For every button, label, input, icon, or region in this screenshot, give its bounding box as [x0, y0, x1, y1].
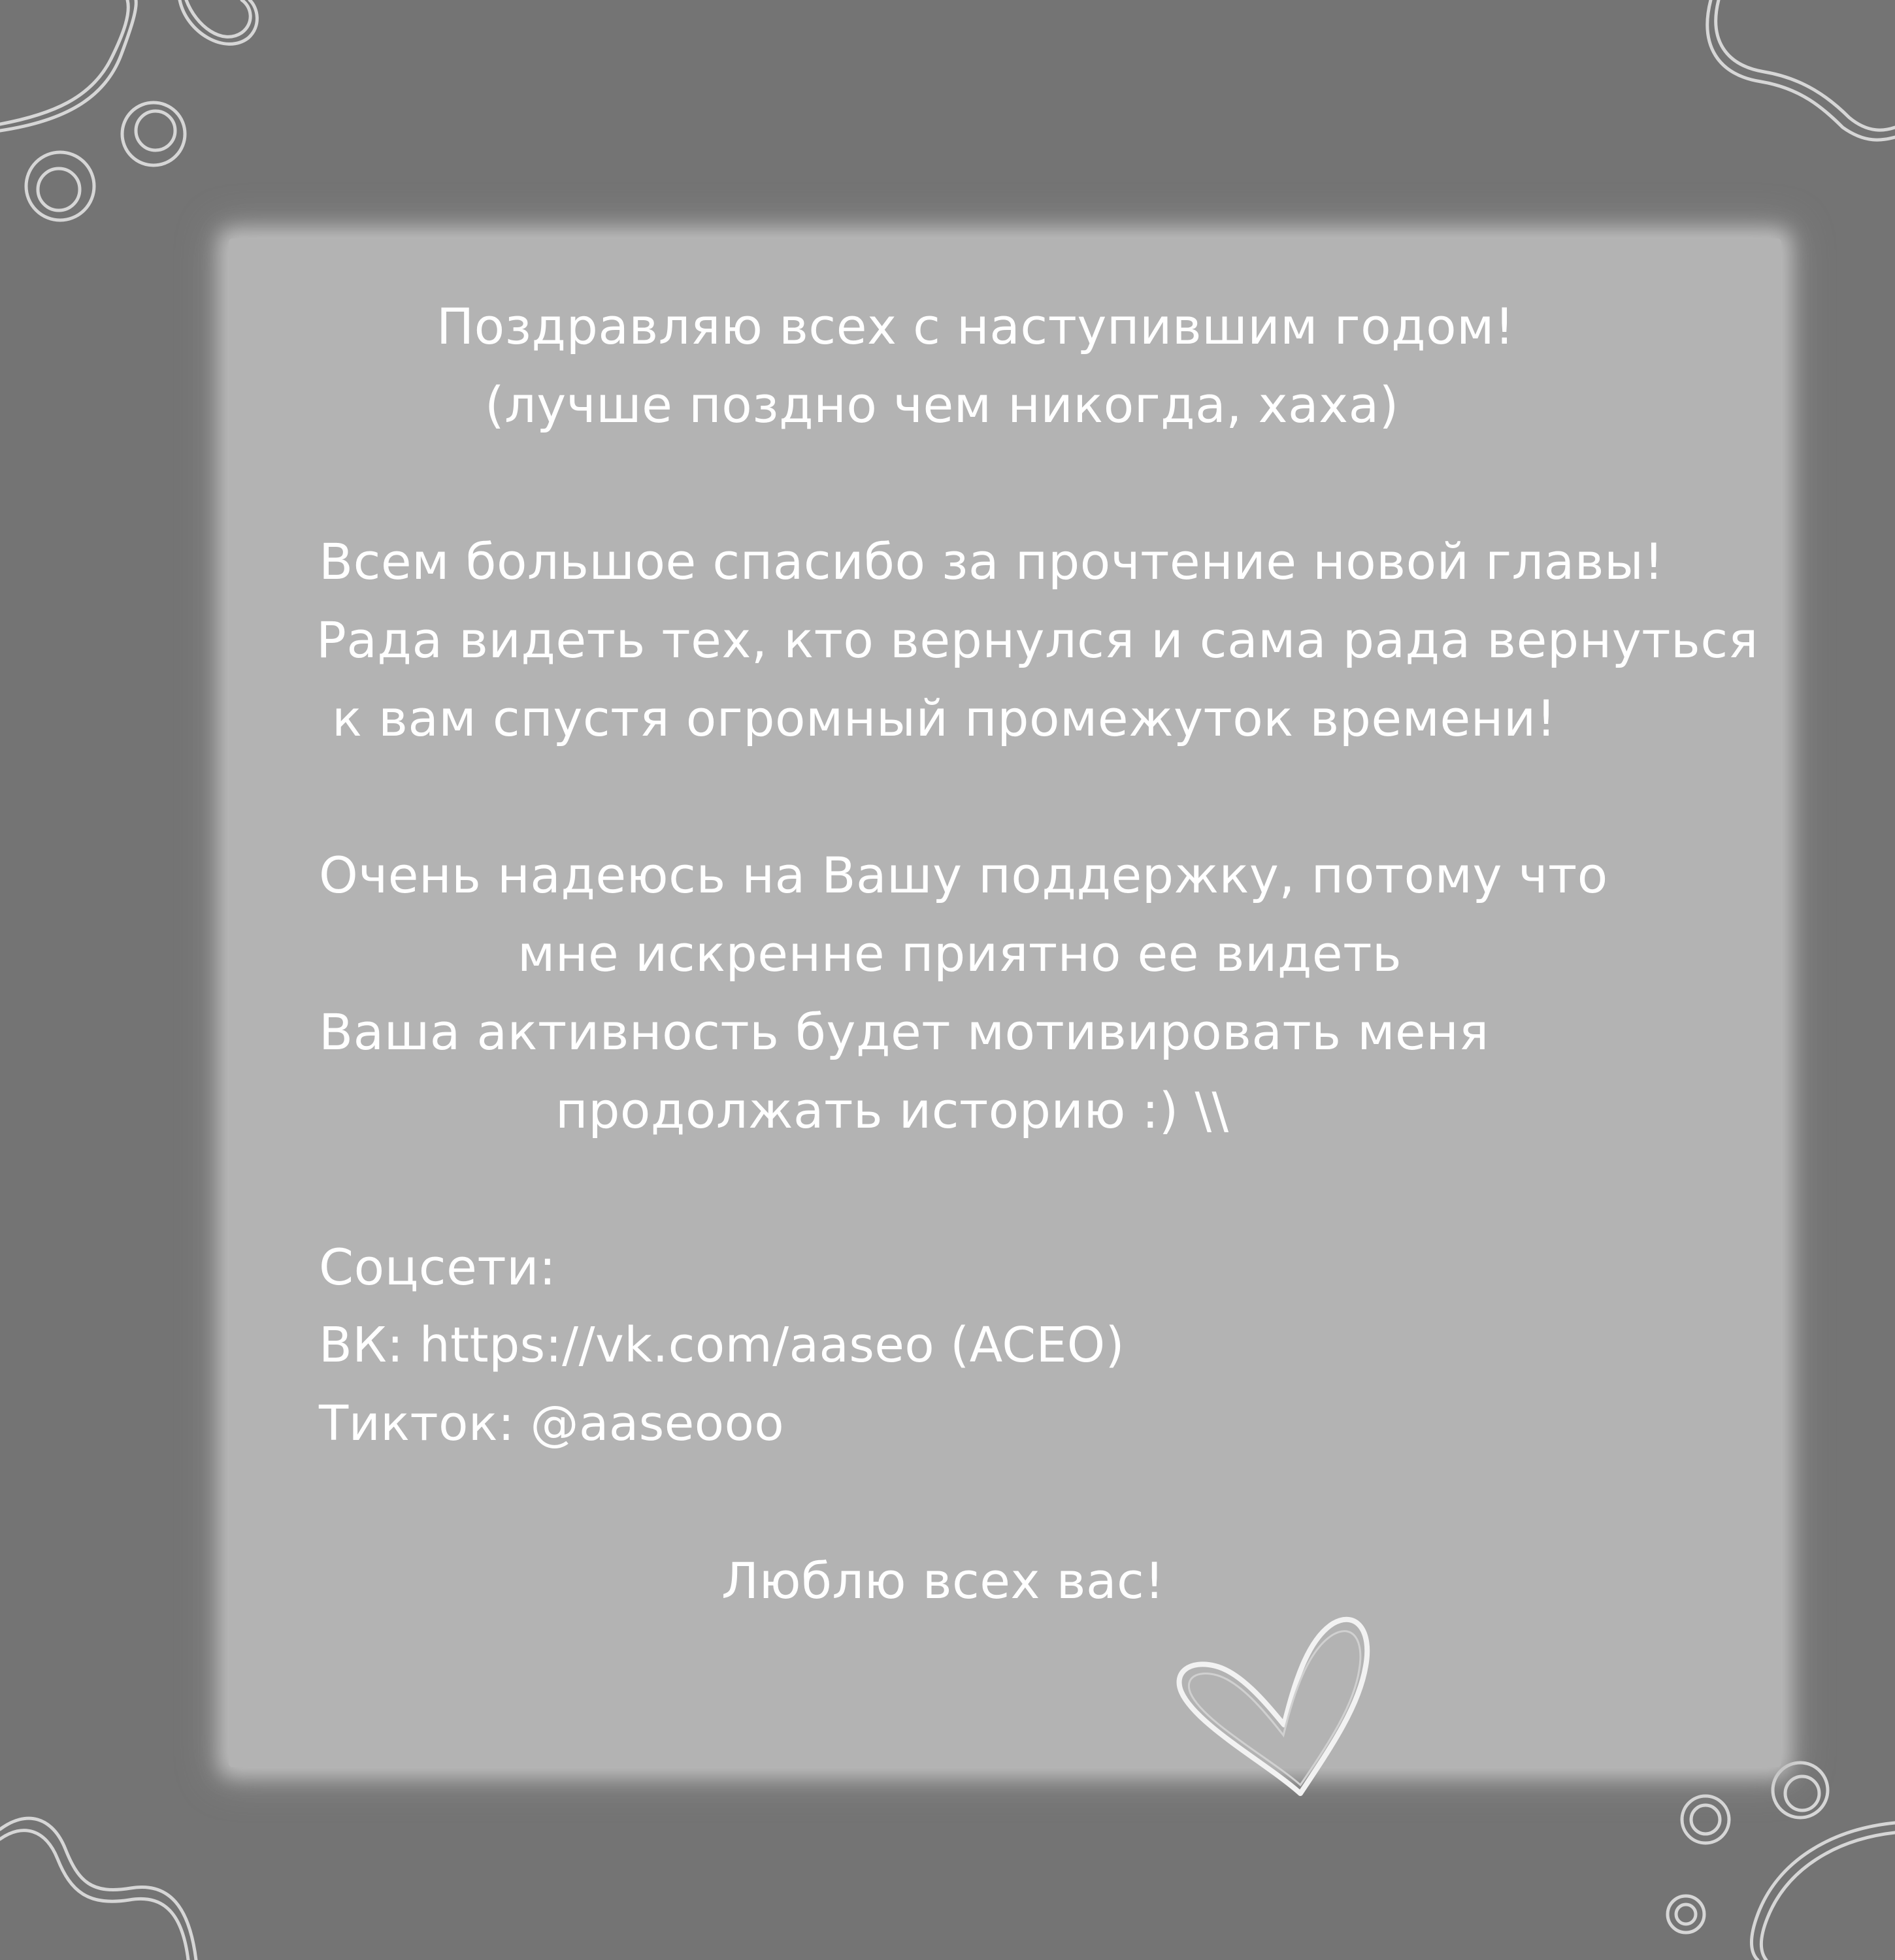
vk-link[interactable]: ВК: https://vk.com/aaseo (ACEO): [319, 1317, 1125, 1373]
closing-line: Люблю всех вас!: [721, 1552, 1165, 1610]
swirl-bottom-right: [1752, 1823, 1895, 1960]
thanks-line-2: Рада видеть тех, кто вернулся и сама рада вернуться: [316, 611, 1758, 669]
bubble-2-inner: [38, 169, 80, 210]
support-line-2: мне искренне приятно ее видеть: [518, 924, 1402, 983]
support-line-4: продолжать историю :) \\: [555, 1081, 1229, 1139]
tiktok-handle[interactable]: Тикток: @aaseooo: [319, 1396, 785, 1452]
bubble-4: [1682, 1796, 1729, 1843]
bubble-1-inner: [136, 111, 175, 150]
greeting-line-2: (лучше поздно чем никогда, хаха): [485, 376, 1399, 434]
bubble-2: [26, 152, 94, 220]
bubble-1: [122, 103, 185, 165]
bubble-3: [1773, 1763, 1828, 1818]
bubble-5-inner: [1676, 1904, 1696, 1924]
swirl-top-left-inner: [0, 0, 136, 131]
support-line-1: Очень надеюсь на Вашу поддержку, потому что: [319, 846, 1608, 904]
swirl-bottom-left-inner: [0, 1831, 188, 1960]
support-line-3: Ваша активность будет мотивировать меня: [319, 1003, 1489, 1061]
bubble-3-inner: [1785, 1776, 1819, 1810]
bubble-4-inner: [1691, 1805, 1720, 1834]
thanks-line-1: Всем большое спасибо за прочтение новой главы!: [319, 532, 1664, 591]
greeting-line-1: Поздравляю всех с наступившим годом!: [437, 297, 1515, 355]
bubble-5: [1668, 1896, 1704, 1933]
swirl-top-right: [1716, 0, 1895, 130]
swirl-bottom-left: [0, 1818, 196, 1960]
socials-heading: Соцсети:: [319, 1238, 557, 1296]
swirl-top-left-loop-2: [180, 0, 257, 44]
swirl-top-left: [0, 0, 128, 124]
thanks-line-3: к вам спустя огромный промежуток времени!: [332, 689, 1557, 747]
swirl-bottom-right-inner: [1761, 1833, 1895, 1960]
swirl-top-left-loop: [186, 0, 250, 37]
heart-icon: [1170, 1614, 1379, 1797]
swirl-top-right-inner: [1707, 0, 1895, 140]
